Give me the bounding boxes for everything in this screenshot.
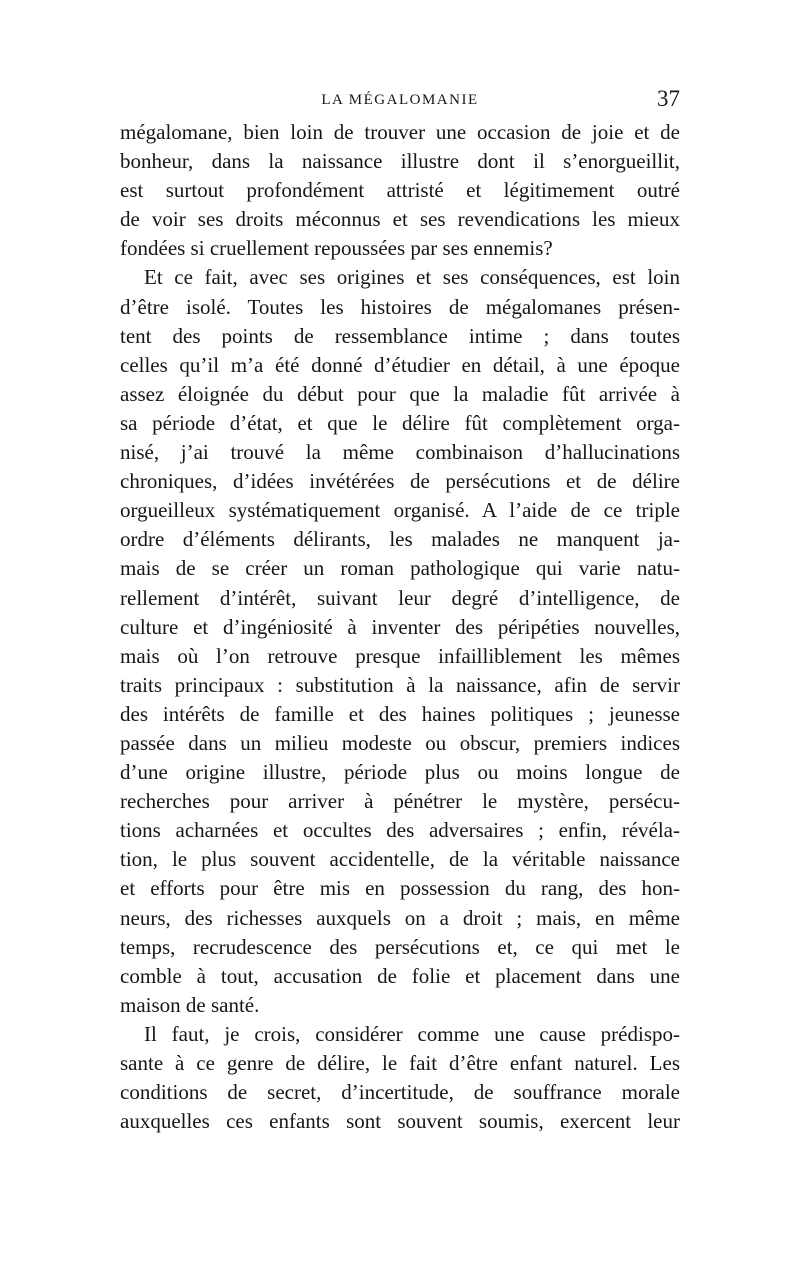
text-line: temps, recrudescence des persécutions et, ce qui met le bbox=[120, 934, 680, 959]
text-line: fondées si cruellement repoussées par ses ennemis? bbox=[120, 236, 553, 261]
text-line: tions acharnées et occultes des adversaires ; enfin, révéla- bbox=[120, 818, 680, 843]
text-line: maison de santé. bbox=[120, 992, 260, 1017]
text-line: assez éloignée du début pour que la maladie fût arrivée à bbox=[120, 381, 680, 406]
text-line: celles qu’il m’a été donné d’étudier en détail, à une époque bbox=[120, 352, 680, 377]
text-line: conditions de secret, d’incertitude, de souffrance morale bbox=[120, 1080, 680, 1105]
text-line: est surtout profondément attristé et légitimement outré bbox=[120, 178, 680, 203]
running-head bbox=[120, 86, 680, 118]
text-line: des intérêts de famille et des haines politiques ; jeunesse bbox=[120, 701, 680, 726]
text-line: d’être isolé. Toutes les histoires de mégalomanes présen- bbox=[120, 294, 680, 319]
text-line: orgueilleux systématiquement organisé. A l’aide de ce triple bbox=[120, 498, 680, 523]
text-line: neurs, des richesses auxquels on a droit ; mais, en même bbox=[120, 905, 680, 930]
text-line: passée dans un milieu modeste ou obscur, premiers indices bbox=[120, 730, 680, 755]
text-line: recherches pour arriver à pénétrer le mystère, persécu- bbox=[120, 789, 680, 814]
running-title: LA MÉGALOMANIE bbox=[321, 92, 479, 108]
text-line: culture et d’ingéniosité à inventer des péripéties nouvelles, bbox=[120, 614, 680, 639]
text-line: sante à ce genre de délire, le fait d’être enfant naturel. Les bbox=[120, 1051, 680, 1075]
text-line: d’une origine illustre, période plus ou moins longue de bbox=[120, 760, 680, 785]
text-line: tion, le plus souvent accidentelle, de la véritable naissance bbox=[120, 847, 680, 872]
text-line: sa période d’état, et que le délire fût complètement orga- bbox=[120, 410, 680, 435]
page-number: 37 bbox=[657, 86, 680, 111]
text-line: auxquelles ces enfants sont souvent soumis, exercent leur bbox=[120, 1109, 680, 1134]
text-line: traits principaux : substitution à la naissance, afin de servir bbox=[120, 672, 680, 697]
text-line: Il faut, je crois, considérer comme une cause prédispo- bbox=[144, 1021, 680, 1046]
text-line: rellement d’intérêt, suivant leur degré d’intelligence, de bbox=[120, 585, 680, 610]
text-line: Et ce fait, avec ses origines et ses conséquences, est loin bbox=[144, 265, 680, 290]
text-line: mais de se créer un roman pathologique qui varie natu- bbox=[120, 556, 680, 581]
text-line: tent des points de ressemblance intime ; dans toutes bbox=[120, 323, 680, 348]
text-line: bonheur, dans la naissance illustre dont il s’enorgueillit, bbox=[120, 149, 680, 174]
text-line: mégalomane, bien loin de trouver une occasion de joie et de bbox=[120, 120, 680, 144]
body-text bbox=[120, 118, 680, 1136]
text-line: comble à tout, accusation de folie et placement dans une bbox=[120, 963, 680, 988]
text-line: de voir ses droits méconnus et ses revendications les mieux bbox=[120, 207, 680, 232]
text-line: mais où l’on retrouve presque infailliblement les mêmes bbox=[120, 643, 680, 668]
text-line: nisé, j’ai trouvé la même combinaison d’hallucinations bbox=[120, 440, 680, 465]
text-line: ordre d’éléments délirants, les malades ne manquent ja- bbox=[120, 527, 680, 552]
text-line: et efforts pour être mis en possession du rang, des hon- bbox=[120, 876, 680, 901]
text-line: chroniques, d’idées invétérées de persécutions et de délire bbox=[120, 469, 680, 494]
